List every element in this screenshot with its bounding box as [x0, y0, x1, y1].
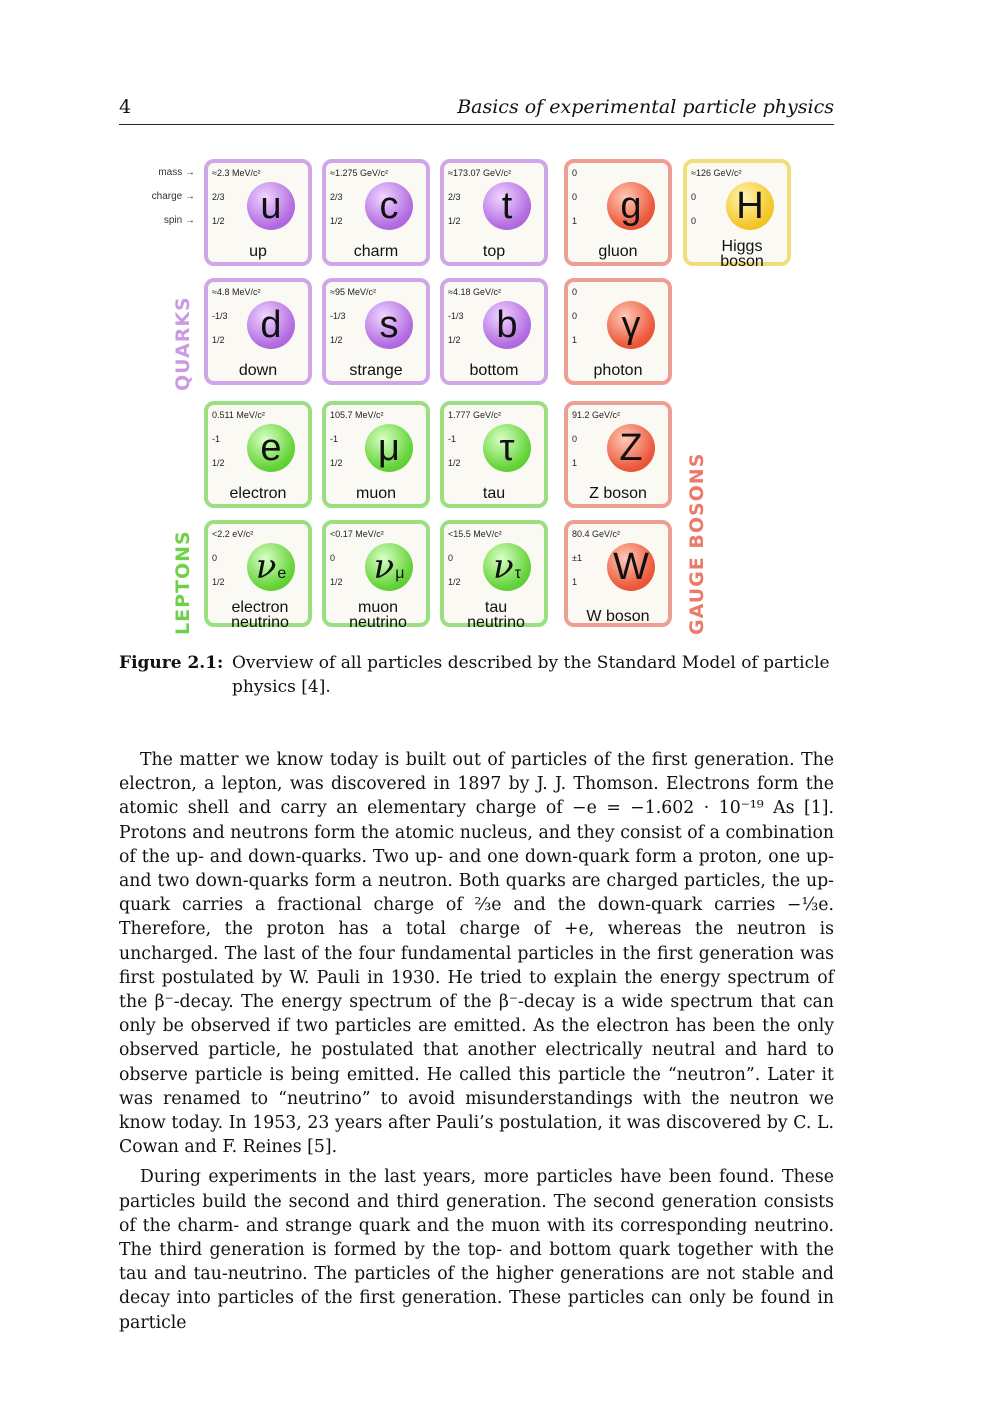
mass-value: ≈173.07 GeV/c²: [448, 168, 511, 178]
charge-value: -1/3: [330, 311, 346, 321]
spin-value: 1/2: [212, 335, 225, 345]
row-label-mass: mass →: [158, 167, 195, 178]
particle-symbol: t: [483, 182, 531, 230]
particle-card-muon: [322, 401, 430, 508]
symbol-nu: ν: [255, 547, 277, 587]
running-title: Basics of experimental particle physics: [457, 96, 834, 118]
particle-card-w-boson: [564, 520, 672, 627]
quarks-label: QUARKS: [172, 296, 194, 391]
particle-symbol: Z: [607, 424, 655, 472]
particle-name: strange: [349, 362, 403, 379]
particle-symbol: [247, 543, 295, 591]
particle-card-muon-neutrino: [322, 520, 430, 631]
particle-card-tau: [440, 401, 548, 508]
charge-value: 0: [572, 311, 578, 321]
particle-name: Higgs boson: [720, 238, 764, 270]
mass-value: <0.17 MeV/c²: [330, 529, 384, 539]
particle-card-up: [204, 159, 312, 266]
particle-name: W boson: [586, 608, 650, 625]
spin-value: 1: [572, 335, 578, 345]
mass-value: <15.5 MeV/c²: [448, 529, 502, 539]
gauge-bosons-label: GAUGE BOSONS: [686, 452, 708, 635]
particle-name: down: [238, 362, 278, 379]
spin-value: 1/2: [448, 335, 461, 345]
particle-card-electron-neutrino: [204, 520, 312, 631]
mass-value: ≈2.3 MeV/c²: [212, 168, 261, 178]
particle-symbol: γ: [607, 301, 655, 349]
symbol-nu: ν: [373, 547, 395, 587]
leptons-label: LEPTONS: [172, 530, 194, 635]
paragraph: The matter we know today is built out of particles of the first generation. The electron, a lepton, was discovered in 1897 by J. J. Thomson. Electrons form the atomic shell and carry an elementary charge of −e = −1.602 · 10⁻¹⁹ As [1]. Protons and neutrons form the atomic nucleus, and they consist of a combination of the up- and down-quarks. Two up- and one down-quark form a proton, one up- and two down-quarks form a neutron. Both quarks are charged particles, the up-quark carries a fractional charge of ⅔e and the down-quark carries −⅓e. Therefore, the proton has a total charge of +e, whereas the neutron is uncharged. The last of the four fundamental particles in the first generation was first postulated by W. Pauli in 1930. He tried to explain the energy spectrum of the β⁻-decay. The energy spectrum of the β⁻-decay is a wide spectrum that can only be observed if two particles are emitted. As the electron has been the only observed particle, he postulated that another electrically neutral and hard to observe particle is being emitted. He called this particle the “neutron”. Later it was renamed to “neutrino” to avoid misunderstandings with the neutron we know today. In 1953, 23 years after Pauli’s postulation, it was discovered by C. L. Cowan and F. Reines [5].: [119, 750, 834, 1158]
particle-name: charm: [353, 243, 399, 260]
symbol-nu: ν: [493, 547, 514, 587]
mass-value: 0.511 MeV/c²: [212, 410, 265, 420]
spin-value: 1/2: [448, 577, 461, 587]
spin-value: 1/2: [330, 577, 343, 587]
spin-value: 1/2: [212, 458, 225, 468]
spin-value: 1/2: [212, 577, 225, 587]
mass-value: ≈126 GeV/c²: [691, 168, 742, 178]
caption-text: Overview of all particles described by the Standard Model of particle physics [4].: [232, 653, 830, 697]
spin-value: 1/2: [330, 216, 343, 226]
spin-value: 1/2: [448, 216, 461, 226]
symbol-subscript: μ: [395, 565, 405, 582]
particle-name: gluon: [598, 243, 638, 260]
charge-value: -1/3: [212, 311, 228, 321]
spin-value: 1/2: [330, 335, 343, 345]
particle-symbol: b: [483, 301, 531, 349]
particle-symbol: s: [365, 301, 413, 349]
particle-symbol: μ: [365, 424, 413, 472]
particle-symbol: d: [247, 301, 295, 349]
charge-value: 0: [572, 192, 578, 202]
particle-symbol: c: [365, 182, 413, 230]
charge-value: 2/3: [212, 192, 225, 202]
spin-value: 1: [572, 458, 578, 468]
particle-name: photon: [593, 362, 643, 379]
spin-value: 1/2: [330, 458, 343, 468]
charge-value: -1: [330, 434, 339, 444]
particle-name: muon neutrino: [349, 599, 407, 631]
mass-value: ≈4.8 MeV/c²: [212, 287, 261, 297]
mass-value: ≈4.18 GeV/c²: [448, 287, 501, 297]
symbol-subscript: e: [277, 565, 287, 582]
particle-name: electron: [229, 485, 287, 502]
charge-value: 2/3: [448, 192, 461, 202]
page-number: 4: [119, 96, 132, 118]
particle-card-charm: [322, 159, 430, 266]
row-label-charge: charge →: [151, 191, 195, 202]
particle-symbol: e: [247, 424, 295, 472]
spin-value: 1/2: [448, 458, 461, 468]
charge-value: ±1: [572, 553, 582, 563]
caption-label: Figure 2.1:: [119, 653, 224, 673]
mass-value: 1.777 GeV/c²: [448, 410, 502, 420]
charge-value: 0: [330, 553, 336, 563]
particle-card-higgs: [683, 159, 791, 270]
particle-symbol: g: [607, 182, 655, 230]
charge-value: 0: [691, 192, 697, 202]
mass-value: ≈95 MeV/c²: [330, 287, 376, 297]
particle-name: top: [482, 243, 506, 260]
particle-card-gluon: [564, 159, 672, 266]
body-text: [119, 748, 834, 1341]
charge-value: -1: [212, 434, 221, 444]
particle-symbol: [483, 543, 531, 591]
particle-symbol: H: [726, 182, 774, 230]
particle-name: tau neutrino: [467, 599, 525, 631]
particle-card-photon: [564, 278, 672, 385]
particle-card-tau-neutrino: [440, 520, 548, 631]
mass-value: 0: [572, 168, 578, 178]
paragraph: During experiments in the last years, more particles have been found. These particles build the second and third generation. The second generation consists of the charm- and strange quark and the muon with its corresponding neutrino. The third generation is formed by the top- and bottom quark together with the tau and tau-neutrino. The particles of the higher generations are not stable and decay into particles of the first generation. These particles can only be found in particle: [119, 1167, 834, 1333]
spin-value: 0: [691, 216, 697, 226]
standard-model-figure: [150, 157, 810, 637]
particle-name: electron neutrino: [231, 599, 289, 631]
charge-value: 0: [212, 553, 218, 563]
mass-value: 80.4 GeV/c²: [572, 529, 621, 539]
particle-symbol: τ: [483, 424, 531, 472]
particle-card-strange: [322, 278, 430, 385]
particle-symbol: u: [247, 182, 295, 230]
mass-value: 0: [572, 287, 578, 297]
spin-value: 1/2: [212, 216, 225, 226]
particle-symbol: [365, 543, 413, 591]
spin-value: 1: [572, 577, 578, 587]
mass-value: 105.7 MeV/c²: [330, 410, 384, 420]
particle-card-bottom: [440, 278, 548, 385]
charge-value: 0: [448, 553, 454, 563]
row-label-spin: spin →: [163, 215, 195, 226]
charge-value: 2/3: [330, 192, 343, 202]
page-header: [119, 96, 834, 125]
particle-card-down: [204, 278, 312, 385]
symbol-subscript: τ: [514, 565, 521, 582]
particle-card-electron: [204, 401, 312, 508]
particle-name: up: [249, 243, 267, 260]
spin-value: 1: [572, 216, 578, 226]
mass-value: ≈1.275 GeV/c²: [330, 168, 388, 178]
particle-card-z-boson: [564, 401, 672, 508]
particle-symbol: W: [607, 543, 655, 591]
particle-name: Z boson: [589, 485, 647, 502]
particle-card-top: [440, 159, 548, 266]
particle-name: tau: [482, 485, 506, 502]
charge-value: -1: [448, 434, 457, 444]
particle-name: muon: [355, 485, 397, 502]
mass-value: 91.2 GeV/c²: [572, 410, 621, 420]
charge-value: -1/3: [448, 311, 464, 321]
particle-name: bottom: [469, 362, 519, 379]
mass-value: <2.2 eV/c²: [212, 529, 254, 539]
charge-value: 0: [572, 434, 578, 444]
